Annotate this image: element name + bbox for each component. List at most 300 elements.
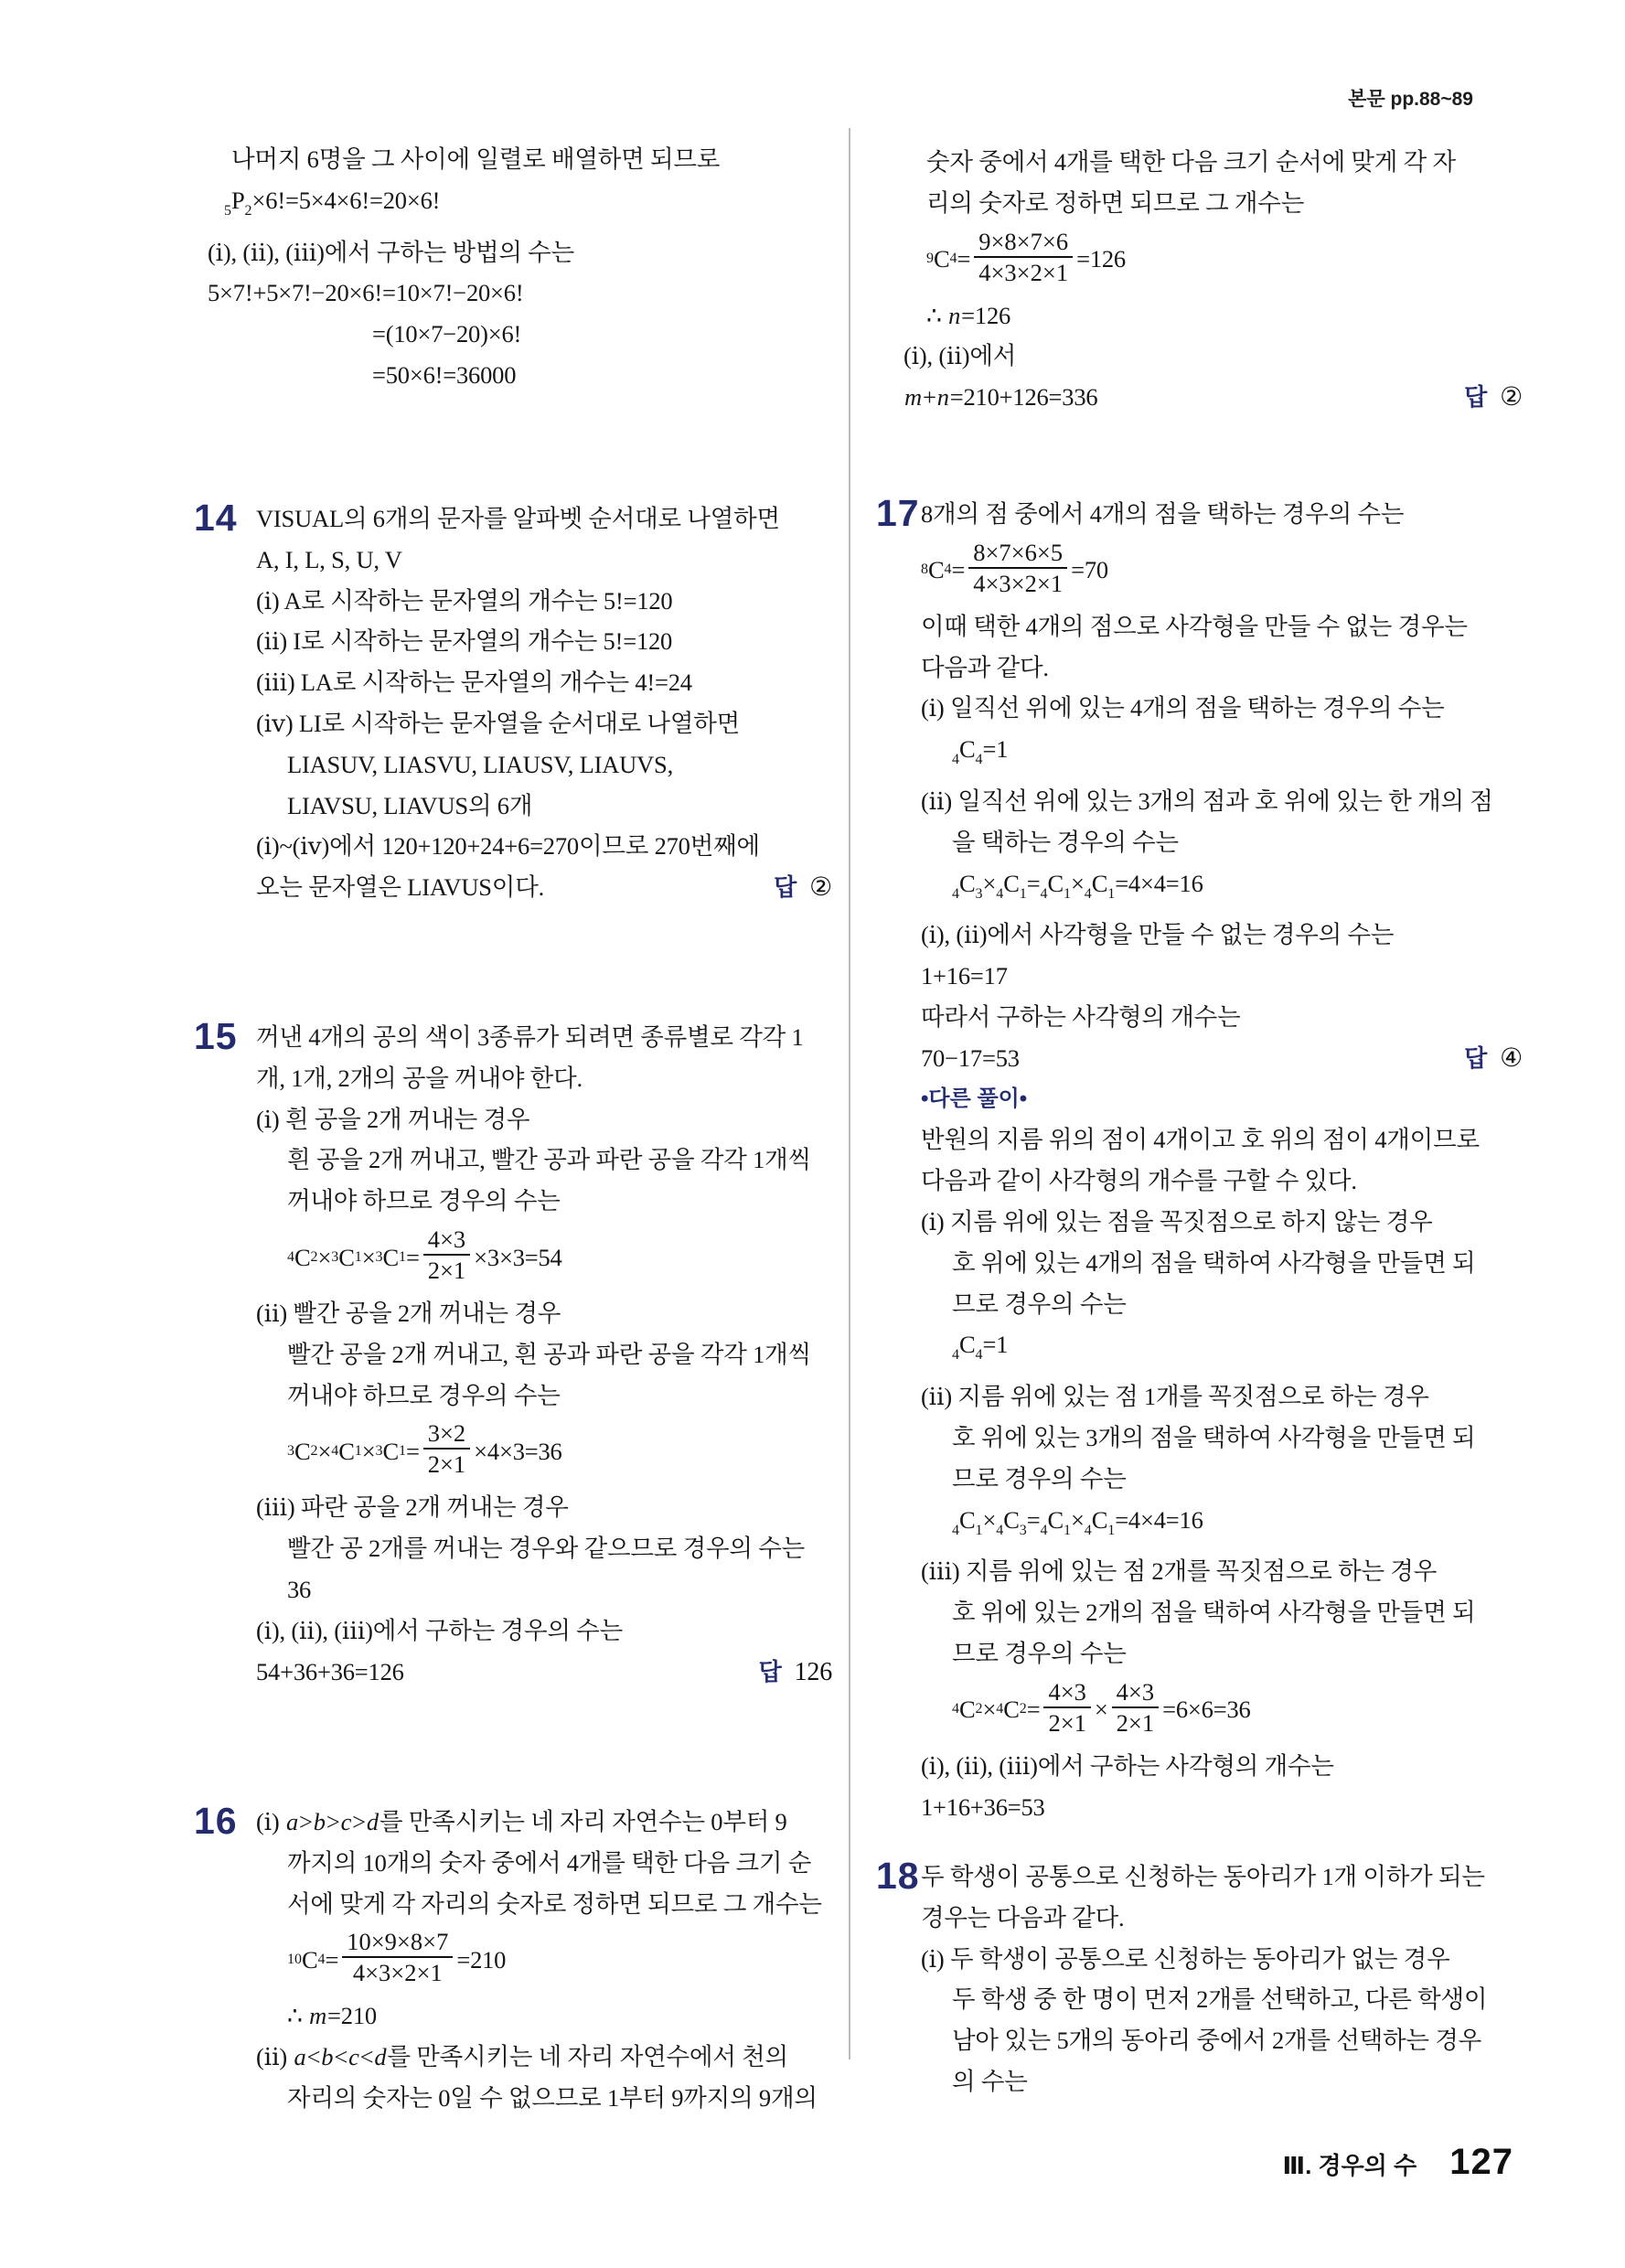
math-text: (ⅰ) bbox=[256, 1808, 285, 1835]
math-text: 나머지 6명을 그 사이에 일렬로 배열하면 되므로 bbox=[231, 145, 721, 173]
math-text: = bbox=[405, 1243, 420, 1271]
fraction bbox=[1043, 1678, 1090, 1737]
math-subscript: 4 bbox=[944, 562, 952, 578]
math-text: 므로 경우의 수는 bbox=[952, 1639, 1127, 1667]
math-subscript: 9 bbox=[926, 251, 934, 267]
math-text: = bbox=[325, 1945, 339, 1974]
math-text: (ⅰ), (ⅱ)에서 bbox=[903, 342, 1017, 370]
solution-line bbox=[921, 1418, 1523, 1459]
math-text: 호 위에 있는 3개의 점을 택하여 사각형을 만들면 되 bbox=[952, 1423, 1476, 1451]
solution-line bbox=[256, 1293, 832, 1334]
math-text: = bbox=[1026, 1505, 1041, 1534]
math-subscript: 4 bbox=[952, 1522, 959, 1538]
math-text: 남아 있는 5개의 동아리 중에서 2개를 선택하는 경우 bbox=[952, 2027, 1482, 2055]
math-text: (ⅲ) 지름 위에 있는 점 2개를 꼭짓점으로 하는 경우 bbox=[921, 1557, 1438, 1586]
math-subscript: 1 bbox=[398, 1442, 406, 1459]
solution-text bbox=[194, 1017, 832, 1692]
math-subscript: 4 bbox=[952, 752, 959, 768]
math-text: 5×7!+5×7!−20×6!=10×7!−20×6! bbox=[208, 279, 524, 307]
footer-chapter-title: Ⅲ. 경우의 수 bbox=[1282, 2152, 1417, 2179]
math-subscript: 3 bbox=[375, 1442, 383, 1459]
solution-line bbox=[903, 224, 1523, 295]
solution-line bbox=[921, 1939, 1523, 1980]
solution-line bbox=[921, 1243, 1523, 1284]
solution-line bbox=[208, 355, 828, 396]
math-subscript: 4 bbox=[1040, 1522, 1048, 1538]
solution-line bbox=[921, 1633, 1523, 1674]
math-text: < bbox=[334, 2043, 348, 2071]
math-subscript: 4 bbox=[952, 885, 959, 902]
fraction-numerator: 9×8×7×6 bbox=[974, 228, 1073, 258]
math-text: =210 bbox=[456, 1945, 507, 1974]
solution-line bbox=[256, 1375, 832, 1417]
solution-line bbox=[256, 1058, 832, 1099]
solution-line bbox=[921, 535, 1523, 606]
fraction-numerator: 4×3 bbox=[1043, 1678, 1090, 1708]
solution-line bbox=[208, 314, 828, 355]
math-subscript: 1 bbox=[398, 1248, 406, 1265]
math-subscript: 2 bbox=[244, 202, 252, 219]
problem-17 bbox=[876, 494, 1525, 1827]
math-text: 1+16=17 bbox=[921, 962, 1008, 990]
math-text: 를 만족시키는 네 자리 자연수에서 천의 bbox=[387, 2043, 788, 2071]
fraction-numerator: 4×3 bbox=[423, 1225, 470, 1256]
math-text: C bbox=[294, 1437, 311, 1465]
math-subscript: 3 bbox=[331, 1248, 339, 1265]
solution-line bbox=[921, 647, 1523, 689]
math-text: =210+126=336 bbox=[949, 383, 1098, 412]
math-text: (ⅰ), (ⅱ), (ⅲ)에서 구하는 경우의 수는 bbox=[256, 1616, 623, 1644]
solution-line bbox=[921, 1038, 1523, 1079]
math-text: 흰 공을 2개 꺼내고, 빨간 공과 파란 공을 각각 1개씩 bbox=[287, 1146, 811, 1174]
fraction bbox=[342, 1928, 453, 1986]
math-text: 1+16+36=53 bbox=[921, 1792, 1045, 1821]
math-text: 므로 경우의 수는 bbox=[952, 1289, 1127, 1318]
math-text: 다음과 같다. bbox=[921, 653, 1049, 681]
solution-line bbox=[256, 2037, 832, 2078]
math-text: × bbox=[982, 1696, 997, 1724]
math-subscript: 2 bbox=[310, 1248, 318, 1265]
problem-number: 17 bbox=[876, 492, 920, 534]
math-variable: d bbox=[374, 2043, 387, 2071]
math-text: (ⅰ), (ⅱ)에서 사각형을 만들 수 없는 경우의 수는 bbox=[921, 921, 1395, 949]
math-variable: b bbox=[321, 2043, 334, 2071]
math-text: =6×6=36 bbox=[1162, 1696, 1251, 1724]
math-subscript: 4 bbox=[996, 885, 1004, 902]
math-text: × bbox=[317, 1243, 332, 1271]
solution-line bbox=[256, 1099, 832, 1140]
fraction bbox=[968, 539, 1067, 597]
solution-line bbox=[256, 1416, 832, 1487]
math-text: 리의 숫자로 정하면 되므로 그 개수는 bbox=[926, 188, 1305, 217]
math-subscript: 1 bbox=[1107, 1522, 1116, 1538]
solution-text bbox=[876, 1856, 1523, 2102]
fraction-denominator: 2×1 bbox=[1116, 1708, 1155, 1737]
solution-line bbox=[921, 2020, 1523, 2061]
answer bbox=[759, 1652, 832, 1694]
math-text: (ⅰ)~(ⅳ)에서 120+120+24+6=270이므로 270번째에 bbox=[256, 832, 760, 861]
math-subscript: 3 bbox=[975, 885, 983, 902]
math-subscript: 1 bbox=[354, 1248, 362, 1265]
math-subscript: 4 bbox=[287, 1248, 294, 1265]
solution-text bbox=[876, 494, 1523, 1827]
math-text: 빨간 공을 2개 꺼내고, 흰 공과 파란 공을 각각 1개씩 bbox=[287, 1340, 811, 1368]
answer-label: 답 bbox=[758, 1657, 782, 1685]
fraction-denominator: 4×3×2×1 bbox=[352, 1959, 443, 1987]
solution-line bbox=[921, 494, 1523, 535]
math-text: > bbox=[352, 1808, 366, 1835]
solution-line bbox=[256, 744, 832, 786]
math-subscript: 4 bbox=[331, 1442, 339, 1459]
math-subscript: 4 bbox=[975, 1347, 983, 1364]
math-text: C bbox=[338, 1243, 355, 1271]
fraction bbox=[423, 1419, 470, 1478]
problem-number: 15 bbox=[194, 1015, 238, 1057]
solution-line bbox=[208, 273, 828, 314]
math-text: C bbox=[1047, 1505, 1064, 1534]
fraction bbox=[974, 228, 1073, 286]
math-subscript: 8 bbox=[921, 562, 928, 578]
fraction bbox=[423, 1225, 470, 1284]
math-text: C bbox=[338, 1437, 355, 1465]
answer bbox=[1464, 377, 1523, 419]
math-text: 호 위에 있는 4개의 점을 택하여 사각형을 만들면 되 bbox=[952, 1248, 1476, 1277]
math-text: P bbox=[231, 186, 245, 214]
math-text: 꺼내야 하므로 경우의 수는 bbox=[287, 1381, 561, 1409]
math-text: =126 bbox=[961, 301, 1011, 329]
math-text: 이때 택한 4개의 점으로 사각형을 만들 수 없는 경우는 bbox=[921, 612, 1468, 640]
math-text: (ⅰ), (ⅱ), (ⅲ)에서 구하는 방법의 수는 bbox=[208, 238, 574, 266]
solution-line bbox=[256, 662, 832, 703]
solution-line bbox=[921, 1376, 1523, 1418]
math-subscript: 4 bbox=[1040, 885, 1048, 902]
math-text: × bbox=[361, 1243, 376, 1271]
math-text: C bbox=[959, 1331, 976, 1359]
math-variable: d bbox=[366, 1808, 379, 1835]
math-text: 꺼내야 하므로 경우의 수는 bbox=[287, 1187, 561, 1215]
math-subscript: 1 bbox=[1063, 1522, 1071, 1538]
math-text: ×4×3=36 bbox=[474, 1437, 562, 1465]
math-subscript: 2 bbox=[310, 1442, 318, 1459]
math-text: 을 택하는 경우의 수는 bbox=[952, 828, 1179, 856]
fraction-denominator: 2×1 bbox=[1048, 1708, 1086, 1737]
math-text: 서에 맞게 각 자리의 숫자로 정하면 되므로 그 개수는 bbox=[287, 1889, 822, 1918]
math-text: C bbox=[959, 869, 976, 897]
math-subscript: 3 bbox=[1019, 1522, 1027, 1538]
math-subscript: 4 bbox=[975, 752, 983, 768]
answer-label: 답 bbox=[1464, 1043, 1488, 1072]
math-subscript: 4 bbox=[1084, 885, 1092, 902]
math-text: ×3×3=54 bbox=[474, 1243, 562, 1271]
problem-16 bbox=[194, 1802, 834, 2119]
math-text: (ⅲ) 파란 공을 2개 꺼내는 경우 bbox=[256, 1493, 569, 1522]
math-text: (ⅰ), (ⅱ), (ⅲ)에서 구하는 사각형의 개수는 bbox=[921, 1751, 1334, 1780]
math-text: (ⅱ) 일직선 위에 있는 3개의 점과 호 위에 있는 한 개의 점 bbox=[921, 786, 1493, 815]
math-text: = bbox=[957, 245, 971, 273]
math-text: C bbox=[928, 556, 945, 584]
solution-line bbox=[256, 786, 832, 827]
math-subscript: 1 bbox=[1063, 885, 1071, 902]
solution-line bbox=[921, 956, 1523, 997]
solution-text bbox=[194, 139, 828, 396]
solution-line bbox=[256, 1569, 832, 1610]
math-subscript: 4 bbox=[996, 1701, 1004, 1717]
fraction-denominator: 2×1 bbox=[427, 1256, 466, 1284]
problem-number: 14 bbox=[194, 497, 238, 539]
solution-line bbox=[903, 183, 1523, 224]
solution-line bbox=[256, 1222, 832, 1293]
math-text: =1 bbox=[982, 1331, 1009, 1359]
solution-line bbox=[921, 1787, 1523, 1828]
math-text: C bbox=[382, 1243, 399, 1271]
fraction-denominator: 4×3×2×1 bbox=[978, 258, 1069, 286]
answer-value: ② bbox=[809, 873, 832, 903]
solution-line bbox=[921, 822, 1523, 863]
solution-line bbox=[256, 1528, 832, 1569]
math-text: 다음과 같이 사각형의 개수를 구할 수 있다. bbox=[921, 1167, 1357, 1195]
solution-line bbox=[921, 1284, 1523, 1325]
solution-line bbox=[208, 180, 828, 232]
fraction-numerator: 10×9×8×7 bbox=[342, 1928, 453, 1958]
math-subscript: 5 bbox=[224, 202, 231, 219]
math-subscript: 1 bbox=[975, 1522, 983, 1538]
problem-number: 16 bbox=[194, 1800, 238, 1842]
math-text: =4×4=16 bbox=[1115, 1505, 1203, 1534]
math-text: × bbox=[361, 1437, 376, 1465]
math-text: (ⅱ) I로 시작하는 문자열의 개수는 5!=120 bbox=[256, 627, 673, 656]
solution-line bbox=[921, 997, 1523, 1038]
math-variable: n bbox=[936, 383, 949, 412]
solution-line bbox=[256, 498, 832, 540]
answer bbox=[1464, 1038, 1523, 1080]
math-text: 의 수는 bbox=[952, 2067, 1028, 2095]
math-text: =(10×7−20)×6! bbox=[372, 320, 522, 348]
math-text: =210 bbox=[327, 2002, 377, 2030]
math-text: C bbox=[1003, 869, 1020, 897]
math-text: + bbox=[922, 383, 936, 412]
math-variable: a bbox=[285, 1808, 299, 1835]
math-text: =126 bbox=[1076, 245, 1126, 273]
math-variable: a bbox=[294, 2043, 306, 2071]
math-text: C bbox=[934, 245, 950, 273]
math-text: =1 bbox=[982, 735, 1009, 764]
math-text: (ⅱ) 빨간 공을 2개 꺼내는 경우 bbox=[256, 1299, 561, 1327]
math-text: = bbox=[405, 1437, 420, 1465]
math-text: C bbox=[302, 1945, 318, 1974]
math-text: C bbox=[1003, 1505, 1020, 1534]
math-text: > bbox=[326, 1808, 340, 1835]
solution-line bbox=[256, 867, 832, 908]
fraction-numerator: 4×3 bbox=[1112, 1678, 1159, 1708]
math-text: C bbox=[1091, 1505, 1108, 1534]
math-subscript: 4 bbox=[1084, 1522, 1092, 1538]
math-text: × bbox=[317, 1437, 332, 1465]
math-text: C bbox=[1003, 1696, 1020, 1724]
math-text: (ⅲ) LA로 시작하는 문자열의 개수는 4!=24 bbox=[256, 669, 692, 697]
math-subscript: 2 bbox=[975, 1701, 983, 1717]
math-text: (ⅰ) A로 시작하는 문자열의 개수는 5!=120 bbox=[256, 586, 673, 615]
problem-14 bbox=[194, 498, 834, 908]
math-text: =50×6!=36000 bbox=[372, 360, 517, 389]
math-text: 따라서 구하는 사각형의 개수는 bbox=[921, 1002, 1241, 1031]
math-text: =4×4=16 bbox=[1115, 869, 1203, 897]
math-text: 70−17=53 bbox=[921, 1043, 1020, 1072]
math-text: > bbox=[299, 1808, 313, 1835]
math-variable: c bbox=[340, 1808, 352, 1835]
math-text: 를 만족시키는 네 자리 자연수는 0부터 9 bbox=[379, 1808, 787, 1835]
solution-line bbox=[256, 1487, 832, 1528]
fraction-denominator: 2×1 bbox=[427, 1450, 466, 1479]
math-text: (ⅰ) 일직선 위에 있는 4개의 점을 택하는 경우의 수는 bbox=[921, 694, 1445, 722]
solution-line bbox=[921, 1674, 1523, 1746]
math-text: ∴ bbox=[926, 301, 948, 329]
math-subscript: 2 bbox=[1019, 1701, 1027, 1717]
math-text: •다른 풀이• bbox=[921, 1086, 1028, 1111]
math-text: 꺼낸 4개의 공의 색이 3종류가 되려면 종류별로 각각 1 bbox=[256, 1023, 804, 1051]
solution-text bbox=[194, 498, 832, 908]
problem-15 bbox=[194, 1017, 834, 1692]
continued-solution-13 bbox=[194, 139, 834, 396]
solution-line bbox=[921, 781, 1523, 822]
solution-line bbox=[256, 1995, 832, 2037]
alternative-solution-heading bbox=[921, 1079, 1523, 1120]
solution-line bbox=[256, 581, 832, 622]
math-subscript: 4 bbox=[996, 1522, 1004, 1538]
column-divider bbox=[849, 128, 850, 2059]
math-subscript: 1 bbox=[1107, 885, 1116, 902]
math-variable: b bbox=[313, 1808, 326, 1835]
math-text: × bbox=[1070, 1505, 1085, 1534]
problem-18 bbox=[876, 1856, 1525, 2102]
solution-line bbox=[921, 863, 1523, 915]
math-text: (ⅰ) 지름 위에 있는 점을 꼭짓점으로 하지 않는 경우 bbox=[921, 1207, 1433, 1236]
math-text: 호 위에 있는 2개의 점을 택하여 사각형을 만들면 되 bbox=[952, 1599, 1476, 1627]
solution-line bbox=[256, 1610, 832, 1652]
solution-line bbox=[903, 295, 1523, 337]
solution-text bbox=[876, 142, 1523, 418]
answer-value: 126 bbox=[794, 1657, 832, 1686]
math-text: VISUAL의 6개의 문자를 알파벳 순서대로 나열하면 bbox=[256, 505, 780, 532]
math-subscript: 4 bbox=[949, 251, 957, 267]
math-variable: n bbox=[948, 301, 961, 329]
solution-line bbox=[921, 1979, 1523, 2020]
math-text: 므로 경우의 수는 bbox=[952, 1464, 1127, 1492]
math-text: 개, 1개, 2개의 공을 꺼내야 한다. bbox=[256, 1064, 583, 1092]
solution-line bbox=[921, 1161, 1523, 1202]
math-text: 36 bbox=[287, 1575, 312, 1603]
math-text: C bbox=[294, 1243, 311, 1271]
solution-line bbox=[921, 1202, 1523, 1243]
math-text: = bbox=[951, 556, 966, 584]
math-text: LIASUV, LIASVU, LIAUSV, LIAUVS, bbox=[287, 750, 673, 778]
math-text: × bbox=[1094, 1696, 1108, 1724]
solution-line bbox=[921, 1500, 1523, 1552]
math-text: LIAVSU, LIAVUS의 6개 bbox=[287, 791, 533, 819]
solution-line bbox=[256, 1884, 832, 1925]
math-text: (ⅰ) 두 학생이 공통으로 신청하는 동아리가 없는 경우 bbox=[921, 1944, 1450, 1973]
solution-line bbox=[921, 1324, 1523, 1376]
solution-line bbox=[921, 1551, 1523, 1592]
math-text: 오는 문자열은 LIAVUS이다. bbox=[256, 873, 545, 902]
solution-line bbox=[256, 1334, 832, 1375]
solution-line bbox=[256, 1017, 832, 1058]
solution-line bbox=[256, 2078, 832, 2119]
solution-line bbox=[256, 826, 832, 867]
answer-label: 답 bbox=[774, 873, 797, 902]
math-text: 반원의 지름 위의 점이 4개이고 호 위의 점이 4개이므로 bbox=[921, 1126, 1480, 1154]
math-text: C bbox=[959, 1696, 976, 1724]
math-text: C bbox=[1091, 869, 1108, 897]
solution-line bbox=[921, 688, 1523, 729]
math-text: C bbox=[959, 1505, 976, 1534]
solution-line bbox=[921, 1898, 1523, 1939]
math-text: A, I, L, S, U, V bbox=[256, 545, 402, 573]
math-text: 8개의 점 중에서 4개의 점을 택하는 경우의 수는 bbox=[921, 500, 1405, 528]
math-text: (ⅰ) 흰 공을 2개 꺼내는 경우 bbox=[256, 1105, 530, 1133]
answer-value: ④ bbox=[1500, 1043, 1523, 1073]
solution-line bbox=[921, 2061, 1523, 2102]
problem-number: 18 bbox=[876, 1855, 920, 1897]
math-text: 두 학생이 공통으로 신청하는 동아리가 1개 이하가 되는 bbox=[921, 1863, 1485, 1890]
math-text: 54+36+36=126 bbox=[256, 1657, 404, 1685]
math-text: < bbox=[359, 2043, 374, 2071]
solution-line bbox=[256, 1924, 832, 1995]
math-variable: c bbox=[348, 2043, 359, 2071]
solution-line bbox=[256, 540, 832, 581]
answer bbox=[774, 867, 832, 909]
solution-line bbox=[903, 142, 1523, 183]
solution-line bbox=[256, 1652, 832, 1693]
solution-line bbox=[903, 377, 1523, 418]
math-subscript: 4 bbox=[952, 1701, 959, 1717]
fraction-numerator: 3×2 bbox=[423, 1419, 470, 1450]
math-text: (ⅱ) bbox=[256, 2043, 294, 2071]
math-text: × bbox=[982, 869, 997, 897]
fraction-denominator: 4×3×2×1 bbox=[973, 569, 1064, 597]
math-text: 경우는 다음과 같다. bbox=[921, 1903, 1125, 1931]
math-subscript: 4 bbox=[952, 1347, 959, 1364]
solution-line bbox=[921, 606, 1523, 647]
continued-solution-16 bbox=[876, 142, 1525, 418]
math-subscript: 4 bbox=[317, 1951, 326, 1967]
math-text: (ⅳ) LI로 시작하는 문자열을 순서대로 나열하면 bbox=[256, 709, 741, 737]
solution-line bbox=[256, 1802, 832, 1843]
solution-line bbox=[921, 1856, 1523, 1898]
solution-line bbox=[921, 915, 1523, 956]
solution-line bbox=[903, 336, 1523, 377]
math-text: ×6!=5×4×6!=20×6! bbox=[251, 186, 441, 214]
math-text: 자리의 숫자는 0일 수 없으므로 1부터 9까지의 9개의 bbox=[287, 2083, 818, 2112]
math-variable: m bbox=[309, 2002, 327, 2030]
math-text: = bbox=[1026, 1696, 1041, 1724]
math-subscript: 1 bbox=[354, 1442, 362, 1459]
solution-line bbox=[256, 1139, 832, 1181]
math-subscript: 10 bbox=[287, 1951, 302, 1967]
solution-line bbox=[256, 703, 832, 744]
math-subscript: 1 bbox=[1019, 885, 1027, 902]
solution-line bbox=[256, 621, 832, 662]
solution-line bbox=[256, 1843, 832, 1884]
math-subscript: 3 bbox=[375, 1248, 383, 1265]
math-text: × bbox=[982, 1505, 997, 1534]
solution-line bbox=[921, 1746, 1523, 1787]
solution-line bbox=[208, 139, 828, 180]
answer-label: 답 bbox=[1464, 383, 1488, 412]
math-text: 까지의 10개의 숫자 중에서 4개를 택한 다음 크기 순 bbox=[287, 1848, 812, 1877]
answer-value: ② bbox=[1500, 383, 1523, 412]
fraction-numerator: 8×7×6×5 bbox=[968, 539, 1067, 569]
header-page-reference: 본문 pp.88~89 bbox=[1348, 89, 1473, 110]
